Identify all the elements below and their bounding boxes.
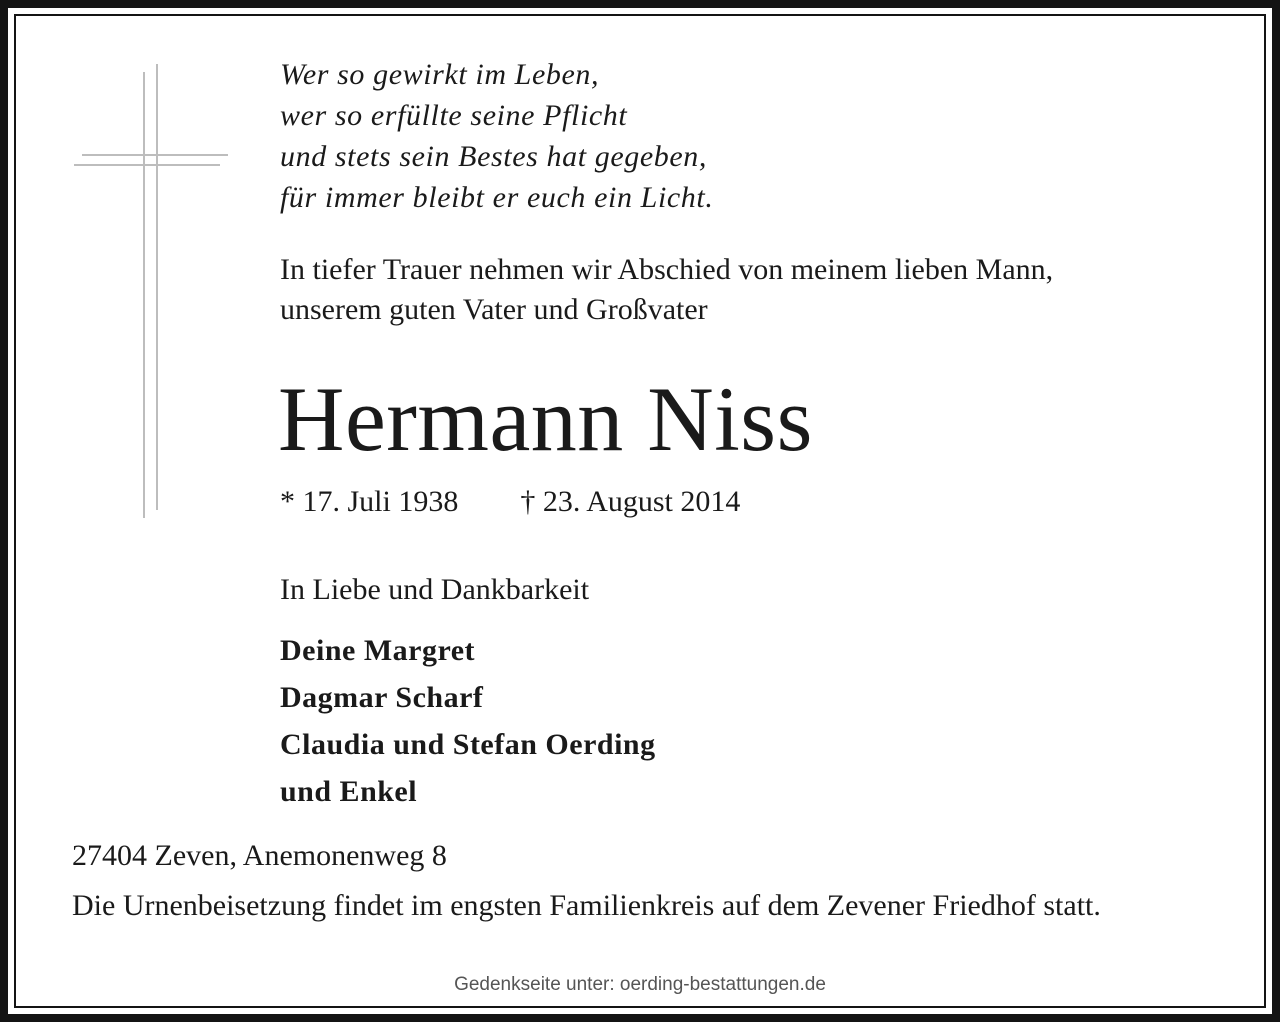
closing-phrase: In Liebe und Dankbarkeit <box>280 573 590 606</box>
cross-vertical-line-2 <box>156 64 158 510</box>
birth-date: * 17. Juli 1938 <box>280 485 459 518</box>
poem-line: wer so erfüllte seine Pflicht <box>280 99 628 132</box>
poem-line: für immer bleibt er euch ein Licht. <box>280 181 714 214</box>
cross-horizontal-line-2 <box>74 164 220 166</box>
intro-text <box>280 250 1053 330</box>
family-member: Deine Margret <box>280 634 476 667</box>
family-member: und Enkel <box>280 775 418 808</box>
family-list <box>280 627 656 815</box>
poem-line: und stets sein Bestes hat gegeben, <box>280 140 707 173</box>
life-dates <box>280 482 740 522</box>
poem <box>280 54 713 218</box>
cross-horizontal-line-1 <box>82 154 228 156</box>
cross-vertical-line-1 <box>143 72 145 518</box>
death-date: † 23. August 2014 <box>520 485 741 518</box>
burial-note: Die Urnenbeisetzung findet im engsten Familienkreis auf dem Zevener Friedhof statt. <box>72 889 1101 922</box>
intro-line: In tiefer Trauer nehmen wir Abschied von meinem lieben Mann, <box>280 253 1054 286</box>
intro-line: unserem guten Vater und Großvater <box>280 293 708 326</box>
memorial-page-link[interactable]: Gedenkseite unter: oerding-bestattungen.de <box>454 974 826 995</box>
address: 27404 Zeven, Anemonenweg 8 <box>72 839 447 872</box>
deceased-name: Hermann Niss <box>278 368 813 470</box>
poem-line: Wer so gewirkt im Leben, <box>280 58 600 91</box>
family-member: Dagmar Scharf <box>280 681 484 714</box>
family-member: Claudia und Stefan Oerding <box>280 728 656 761</box>
